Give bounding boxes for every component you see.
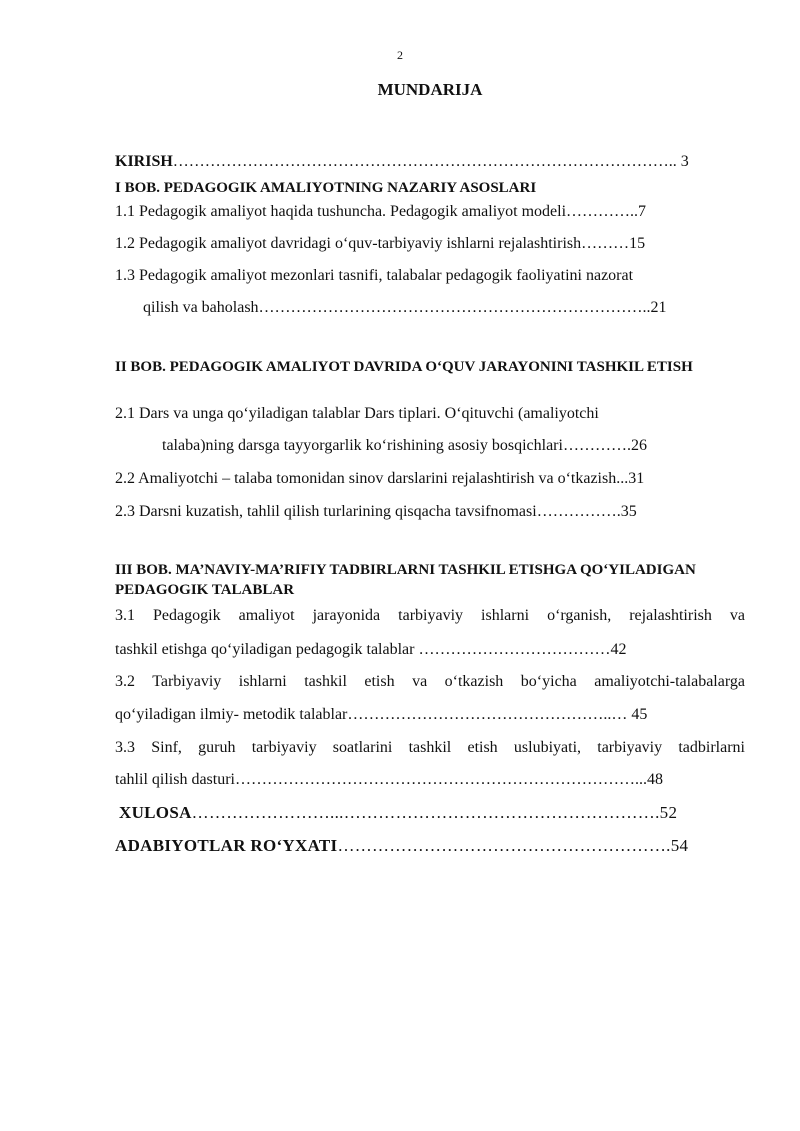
toc-entry-leader: ……………………...……………………………………………….52 <box>191 803 678 822</box>
toc-entry-adabiyotlar <box>115 836 745 856</box>
toc-entry-2-3: 2.3 Darsni kuzatish, tahlil qilish turlarining qisqacha tavsifnomasi…………….35 <box>115 503 637 520</box>
toc-entry-kirish <box>115 153 745 171</box>
toc-entry-label: ADABIYOTLAR RO‘YXATI <box>115 836 338 855</box>
toc-entry-1-3-line2: qilish va baholash………………………………………………………………..21 <box>143 299 667 316</box>
toc-entry-1-3-line1: 1.3 Pedagogik amaliyot mezonlari tasnifi, talabalar pedagogik faoliyatini nazorat <box>115 267 634 284</box>
toc-entry-2-2: 2.2 Amaliyotchi – talaba tomonidan sinov darslarini rejalashtirish va o‘tkazish...31 <box>115 470 645 487</box>
toc-entry-3-1-line1: 3.1 Pedagogik amaliyot jarayonida tarbiyaviy ishlarni o‘rganish, rejalashtirish va <box>115 607 745 624</box>
page-number: 2 <box>397 48 403 62</box>
toc-entry-2-1-line2: talaba)ning darsga tayyorgarlik ko‘rishining asosiy bosqichlari………….26 <box>162 437 647 454</box>
toc-entry-3-3-line2: tahlil qilish dasturi…………………………………………………………………...48 <box>115 771 663 788</box>
chapter-heading-2: II BOB. PEDAGOGIK AMALIYOT DAVRIDA O‘QUV JARAYONINI TASHKIL ETISH <box>115 359 693 375</box>
toc-entry-3-1-line2: tashkil etishga qo‘yiladigan pedagogik talablar ………………………………42 <box>115 641 627 658</box>
toc-entry-1-2: 1.2 Pedagogik amaliyot davridagi o‘quv-tarbiyaviy ishlarni rejalashtirish………15 <box>115 235 646 252</box>
toc-entry-2-1-line1: 2.1 Dars va unga qo‘yiladigan talablar Dars tiplari. O‘qituvchi (amaliyotchi <box>115 405 599 422</box>
toc-entry-3-2-line1: 3.2 Tarbiyaviy ishlarni tashkil etish va o‘tkazish bo‘yicha amaliyotchi-talabalarga <box>115 673 745 690</box>
chapter-heading-1: I BOB. PEDAGOGIK AMALIYOTNING NAZARIY ASOSLARI <box>115 180 537 196</box>
chapter-heading-3: III BOB. MA’NAVIY-MA’RIFIY TADBIRLARNI TASHKIL ETISHGA QO‘YILADIGAN PEDAGOGIK TALABLAR <box>115 562 696 598</box>
toc-entry-3-2-line2: qo‘yiladigan ilmiy- metodik talablar…………………………………………..… 45 <box>115 706 648 723</box>
toc-entry-3-3-line1: 3.3 Sinf, guruh tarbiyaviy soatlarini tashkil etish uslubiyati, tarbiyaviy tadbirlarni <box>115 739 745 756</box>
toc-entry-label: KIRISH <box>115 153 173 170</box>
toc-entry-leader: ………………………………………………………………………………….. 3 <box>172 153 689 170</box>
toc-entry-label: XULOSA <box>119 803 192 822</box>
toc-entry-xulosa <box>119 803 749 823</box>
toc-entry-leader: ………………………………………………….54 <box>337 836 689 855</box>
page-title: MUNDARIJA <box>377 80 483 99</box>
toc-entry-1-1: 1.1 Pedagogik amaliyot haqida tushuncha. Pedagogik amaliyot modeli…………..7 <box>115 203 647 220</box>
